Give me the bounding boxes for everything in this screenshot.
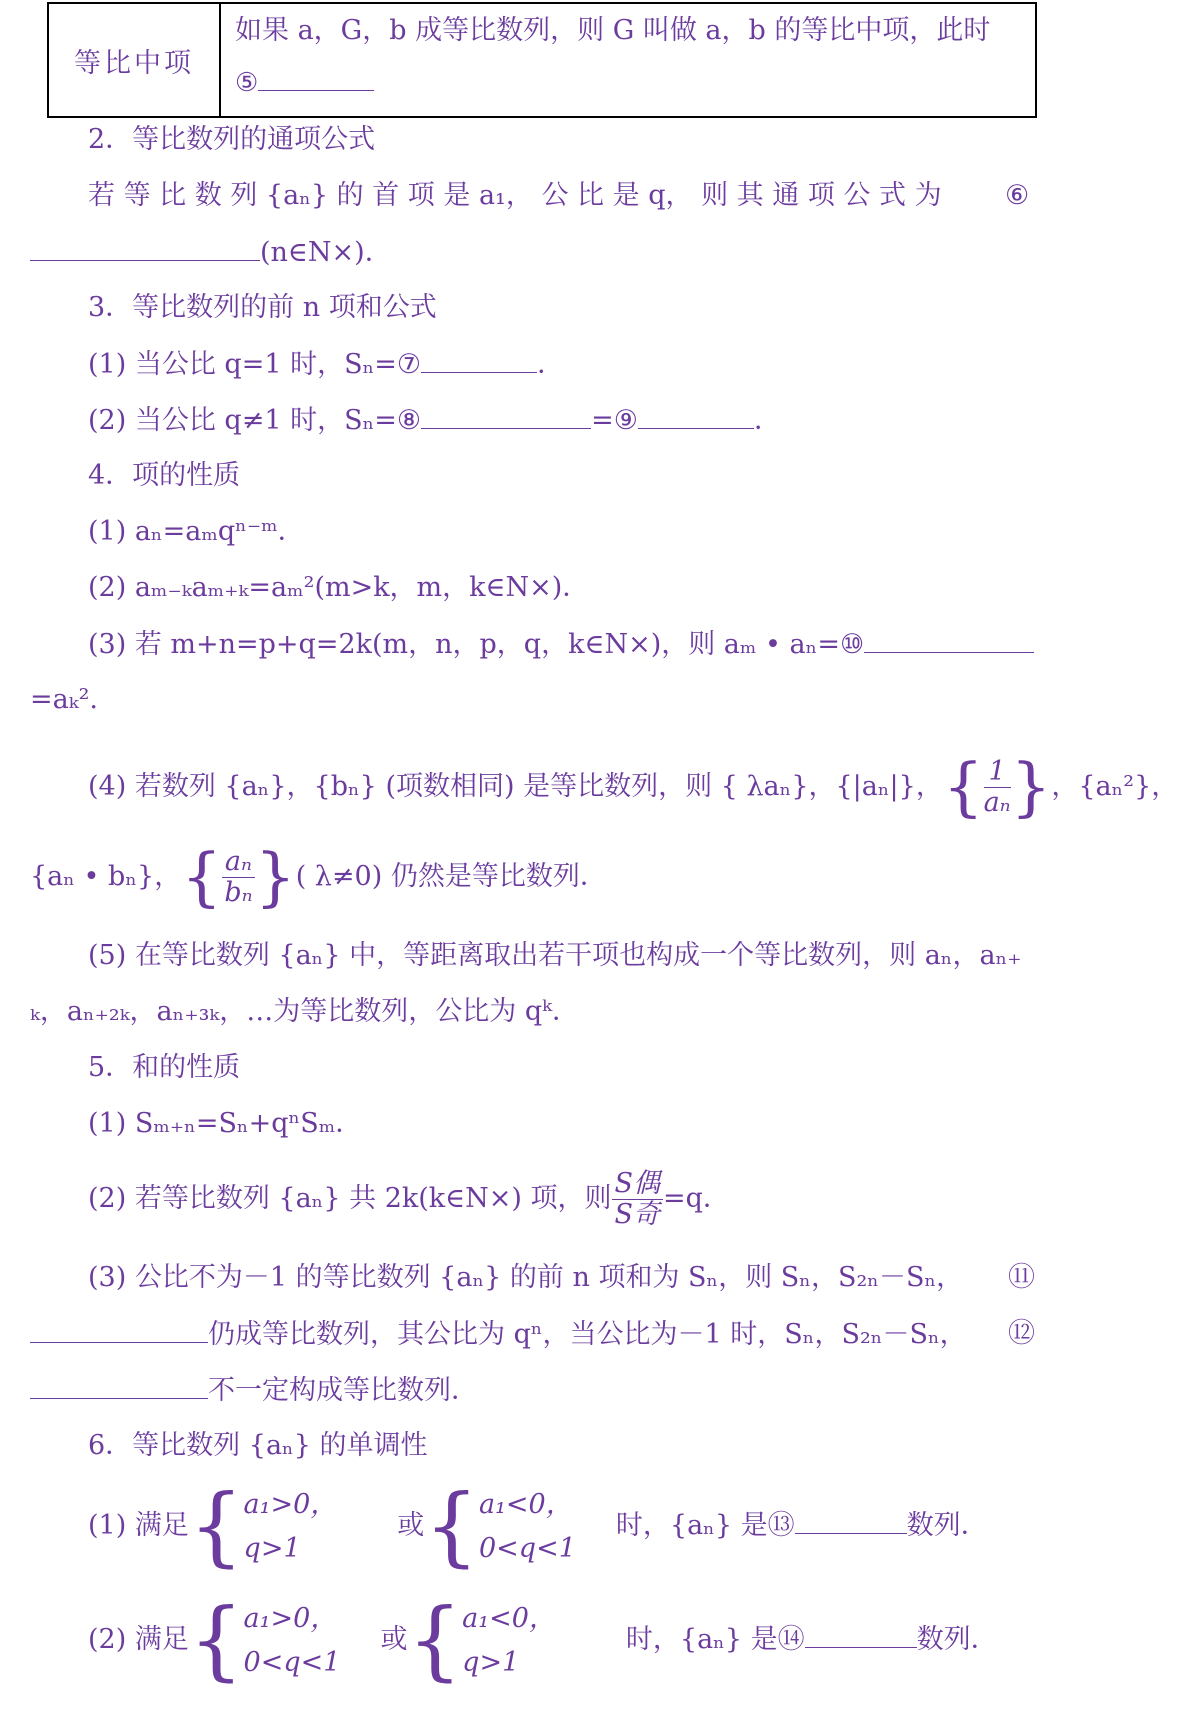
case-line: a₁<0， bbox=[462, 1602, 556, 1634]
blank-marker-5: ⑤ bbox=[235, 68, 259, 98]
condition-2-when: 时，{aₙ} 是 bbox=[625, 1624, 778, 1655]
section-5-heading: 5．和的性质 bbox=[88, 1052, 241, 1083]
section-3-item-1-text: (1) 当公比 q=1 时，Sₙ= bbox=[88, 349, 397, 380]
case-group-b bbox=[479, 1483, 576, 1571]
left-brace: { bbox=[942, 750, 984, 825]
even-odd-sum-fraction bbox=[612, 1169, 664, 1230]
section-5-property-2 bbox=[88, 1166, 730, 1232]
section-3-item-2-text: (2) 当公比 q≠1 时，Sₙ= bbox=[88, 405, 397, 436]
answer-blank-5 bbox=[258, 64, 374, 91]
fraction-denominator: aₙ bbox=[983, 787, 1011, 818]
section-5-property-2-text: (2) 若等比数列 {aₙ} 共 2k(k∈N×) 项，则 bbox=[88, 1183, 612, 1214]
condition-1-when: 时，{aₙ} 是 bbox=[615, 1510, 768, 1541]
case-line: a₁<0， bbox=[479, 1488, 573, 1520]
fraction-denominator: S奇 bbox=[614, 1199, 660, 1230]
fraction-denominator: bₙ bbox=[224, 877, 253, 908]
fraction-numerator: aₙ bbox=[222, 847, 255, 878]
answer-blank-8 bbox=[421, 402, 591, 429]
case-line: q>1 bbox=[462, 1646, 520, 1678]
case-line: a₁>0， bbox=[243, 1602, 338, 1634]
section-2-heading: 2．等比数列的通项公式 bbox=[88, 124, 376, 155]
blank-marker-6: ⑥ bbox=[1005, 180, 1030, 211]
product-sequence: {aₙ • bₙ}， bbox=[30, 861, 182, 892]
left-brace: { bbox=[188, 1476, 244, 1577]
answer-blank-10 bbox=[864, 626, 1034, 653]
or-word: 或 bbox=[397, 1510, 425, 1541]
blank-marker-14: ⑭ bbox=[777, 1624, 805, 1655]
monotonic-condition-2 bbox=[88, 1590, 998, 1690]
left-brace: { bbox=[407, 1590, 463, 1691]
blank-marker-8: ⑧ bbox=[396, 405, 422, 436]
case-line: q>1 bbox=[243, 1532, 301, 1564]
section-3-heading: 3．等比数列的前 n 项和公式 bbox=[88, 292, 437, 323]
section-4-property-1: (1) aₙ=aₘqⁿ⁻ᵐ． bbox=[88, 516, 305, 547]
section-2-formula-line bbox=[88, 178, 942, 214]
answer-blank-12 bbox=[30, 1372, 208, 1399]
left-brace: { bbox=[181, 840, 222, 915]
answer-blank-9 bbox=[638, 402, 754, 429]
section-2-tail: (n∈N×)． bbox=[260, 237, 392, 268]
section-4-property-3-tail: =aₖ². bbox=[30, 684, 98, 715]
case-group-b bbox=[462, 1597, 556, 1685]
right-brace: } bbox=[1010, 750, 1052, 825]
section-4-heading: 4．项的性质 bbox=[88, 460, 241, 491]
section-3-item-2: (2) 当公比 q≠1 时，Sₙ=⑧ =⑨ ． bbox=[88, 402, 781, 439]
section-2-formula-line-2 bbox=[30, 234, 392, 271]
section-3-item-1: (1) 当公比 q=1 时，Sₙ=⑦ ． bbox=[88, 346, 564, 383]
section-5-property-3-line-2 bbox=[30, 1316, 967, 1353]
answer-blank-6 bbox=[30, 234, 260, 261]
right-brace: } bbox=[254, 840, 296, 915]
blank-marker-9: ⑨ bbox=[613, 405, 638, 436]
section-4-property-4 bbox=[88, 750, 1178, 825]
case-line: 0<q<1 bbox=[479, 1532, 576, 1564]
case-line: 0<q<1 bbox=[243, 1646, 341, 1678]
table-term-cell: 等比中项 bbox=[49, 4, 221, 116]
section-4-property-3 bbox=[88, 626, 1034, 663]
fraction-numerator: S偶 bbox=[612, 1169, 664, 1200]
case-line: a₁>0， bbox=[243, 1488, 338, 1520]
section-5-property-3-text-3: 不一定构成等比数列． bbox=[208, 1375, 478, 1406]
section-4-property-4-text: (4) 若数列 {aₙ}，{bₙ} (项数相同) 是等比数列，则 { λaₙ}，{|aₙ|}， bbox=[88, 771, 943, 802]
section-5-property-3: (3) 公比不为－1 的等比数列 {aₙ} 的前 n 项和为 Sₙ，则 Sₙ，S₂ₙ－Sₙ， bbox=[88, 1262, 964, 1293]
section-4-property-5: (5) 在等比数列 {aₙ} 中，等距离取出若干项也构成一个等比数列，则 aₙ，aₙ₊ bbox=[88, 940, 1022, 971]
blank-marker-7: ⑦ bbox=[396, 349, 422, 380]
or-word: 或 bbox=[380, 1624, 408, 1655]
section-4-property-4-suffix: ，{aₙ²}， bbox=[1051, 771, 1178, 802]
blank-marker-13: ⑬ bbox=[767, 1510, 795, 1541]
table-definition-blank-line bbox=[235, 64, 374, 98]
case-group-a bbox=[244, 1597, 341, 1685]
section-4-property-4-cont bbox=[30, 840, 607, 915]
geometric-mean-table bbox=[47, 2, 1037, 118]
monotonic-condition-1 bbox=[88, 1476, 988, 1576]
condition-1-tail: 数列． bbox=[906, 1510, 988, 1541]
section-6-heading: 6．等比数列 {aₙ} 的单调性 bbox=[88, 1430, 428, 1461]
quotient-fraction bbox=[222, 847, 255, 908]
table-definition-line: 如果 a，G，b 成等比数列，则 G 叫做 a，b 的等比中项，此时 bbox=[235, 15, 991, 46]
section-4-property-3-text: (3) 若 m+n=p+q=2k(m，n，p，q，k∈N×)，则 aₘ • aₙ= bbox=[88, 629, 840, 660]
answer-blank-7 bbox=[421, 346, 537, 373]
fraction-numerator: 1 bbox=[984, 757, 1011, 788]
section-5-property-3-line-3 bbox=[30, 1372, 478, 1409]
answer-blank-11 bbox=[30, 1316, 208, 1343]
reciprocal-fraction bbox=[984, 757, 1011, 818]
condition-2-label: (2) 满足 bbox=[88, 1624, 189, 1655]
section-5-property-2-suffix: =q． bbox=[663, 1183, 730, 1214]
equals-sign: = bbox=[591, 405, 614, 436]
answer-blank-14 bbox=[805, 1621, 917, 1648]
section-4-property-2: (2) aₘ₋ₖaₘ₊ₖ=aₘ²(m>k，m，k∈N×)． bbox=[88, 572, 590, 603]
answer-blank-13 bbox=[795, 1507, 907, 1534]
section-5-property-1: (1) Sₘ₊ₙ=Sₙ+qⁿSₘ． bbox=[88, 1108, 363, 1139]
section-4-property-4-cont-suffix: ( λ≠0) 仍然是等比数列． bbox=[295, 861, 607, 892]
left-brace: { bbox=[188, 1590, 244, 1691]
section-2-text: 若 等 比 数 列 {aₙ} 的 首 项 是 a₁， 公 比 是 q， 则 其 通 项 公 式 为 bbox=[88, 180, 942, 211]
blank-marker-11: ⑪ bbox=[1008, 1262, 1035, 1293]
section-4-property-5-cont: ₖ，aₙ₊₂ₖ，aₙ₊₃ₖ，…为等比数列，公比为 qᵏ． bbox=[30, 996, 579, 1027]
section-5-property-3-text-2: 仍成等比数列，其公比为 qⁿ，当公比为－1 时，Sₙ，S₂ₙ－Sₙ， bbox=[208, 1319, 967, 1350]
blank-marker-12: ⑫ bbox=[1008, 1318, 1035, 1349]
case-group-a bbox=[244, 1483, 338, 1571]
condition-1-label: (1) 满足 bbox=[88, 1510, 189, 1541]
left-brace: { bbox=[424, 1476, 479, 1577]
blank-marker-10: ⑩ bbox=[839, 629, 865, 660]
condition-2-tail: 数列． bbox=[916, 1624, 998, 1655]
